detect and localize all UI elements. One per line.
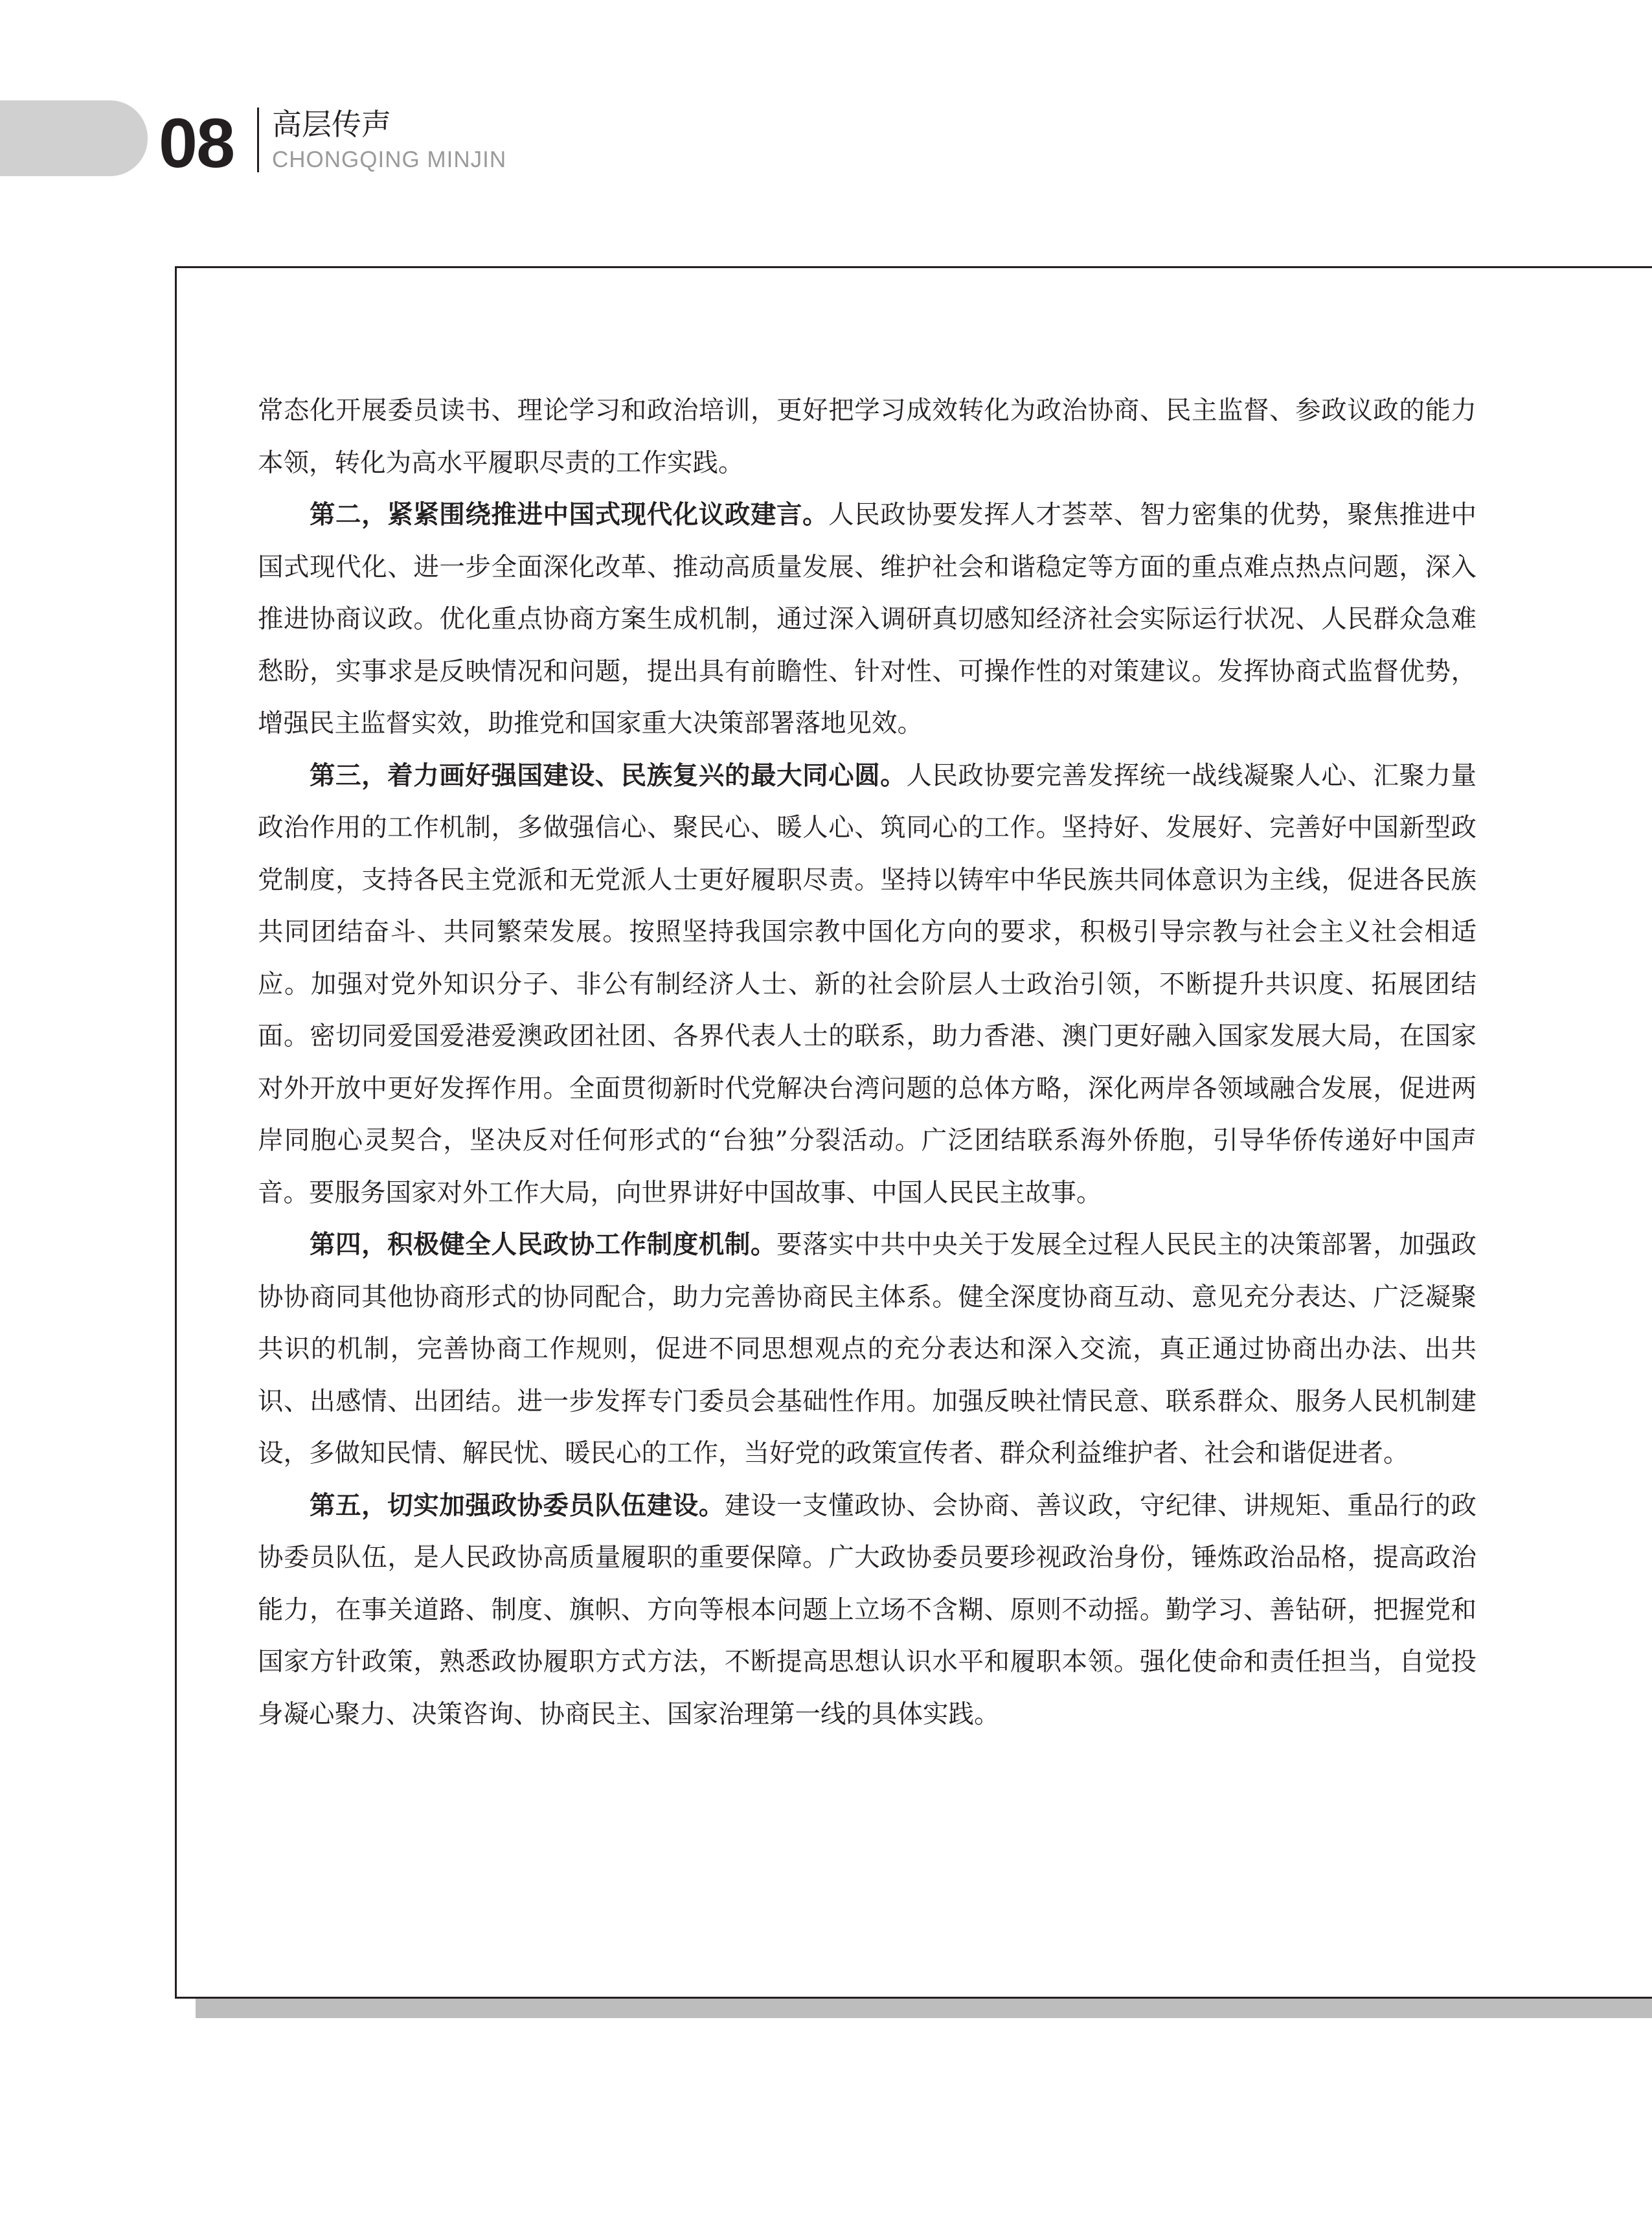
section-title: 高层传声 (272, 107, 391, 142)
paragraph-lead: 第五，切实加强政协委员队伍建设。 (310, 1490, 725, 1521)
paragraph-text: 要落实中共中央关于发展全过程人民民主的决策部署，加强政协协商同其他协商形式的协同配合，助力完善协商民主体系。健全深度协商互动、意见充分表达、广泛凝聚共识的机制，完善协商工作规则，促进不同思想观点的充分表达和深入交流，真正通过协商出办法、出共识、出感情、出团结。进一步发挥专门委员会基础性作用。加强反映社情民意、联系群众、服务人民机制建设，多做知民情、解民忧、暖民心的工作，当好党的政策宣传者、群众利益维护者、社会和谐促进者。 (258, 1230, 1477, 1468)
paragraph-text: 人民政协要发挥人才荟萃、智力密集的优势，聚焦推进中国式现代化、进一步全面深化改革、推动高质量发展、维护社会和谐稳定等方面的重点难点热点问题，深入推进协商议政。优化重点协商方案生成机制，通过深入调研真切感知经济社会实际运行状况、人民群众急难愁盼，实事求是反映情况和问题，提出具有前瞻性、针对性、可操作性的对策建议。发挥协商式监督优势，增强民主监督实效，助推党和国家重大决策部署落地见效。 (258, 500, 1477, 738)
paragraph-5 (258, 1480, 1477, 1741)
header-tab (0, 100, 148, 176)
paragraph-text: 常态化开展委员读书、理论学习和政治培训，更好把学习成效转化为政治协商、民主监督、参政议政的能力本领，转化为高水平履职尽责的工作实践。 (258, 396, 1477, 478)
paragraph-lead: 第四，积极健全人民政协工作制度机制。 (310, 1230, 777, 1260)
header-divider (257, 108, 259, 172)
page-number: 08 (159, 104, 234, 182)
paragraph-lead: 第三，着力画好强国建设、民族复兴的最大同心圆。 (310, 760, 907, 791)
article-body (258, 385, 1477, 1740)
paragraph-1 (258, 385, 1477, 489)
paragraph-text: 建设一支懂政协、会协商、善议政，守纪律、讲规矩、重品行的政协委员队伍，是人民政协高质量履职的重要保障。广大政协委员要珍视政治身份，锤炼政治品格，提高政治能力，在事关道路、制度、旗帜、方向等根本问题上立场不含糊、原则不动摇。勤学习、善钻研，把握党和国家方针政策，熟悉政协履职方式方法，不断提高思想认识水平和履职本领。强化使命和责任担当，自觉投身凝心聚力、决策咨询、协商民主、国家治理第一线的具体实践。 (258, 1490, 1477, 1729)
paragraph-text: 人民政协要完善发挥统一战线凝聚人心、汇聚力量政治作用的工作机制，多做强信心、聚民心、暖人心、筑同心的工作。坚持好、发展好、完善好中国新型政党制度，支持各民主党派和无党派人士更好履职尽责。坚持以铸牢中华民族共同体意识为主线，促进各民族共同团结奋斗、共同繁荣发展。按照坚持我国宗教中国化方向的要求，积极引导宗教与社会主义社会相适应。加强对党外知识分子、非公有制经济人士、新的社会阶层人士政治引领，不断提升共识度、拓展团结面。密切同爱国爱港爱澳政团社团、各界代表人士的联系，助力香港、澳门更好融入国家发展大局，在国家对外开放中更好发挥作用。全面贯彻新时代党解决台湾问题的总体方略，深化两岸各领域融合发展，促进两岸同胞心灵契合，坚决反对任何形式的“台独”分裂活动。广泛团结联系海外侨胞，引导华侨传递好中国声音。要服务国家对外工作大局，向世界讲好中国故事、中国人民民主故事。 (258, 760, 1477, 1208)
frame-shadow (196, 1999, 1652, 2018)
paragraph-4 (258, 1219, 1477, 1480)
magazine-name: CHONGQING MINJIN (272, 147, 507, 172)
paragraph-lead: 第二，紧紧围绕推进中国式现代化议政建言。 (310, 500, 829, 530)
paragraph-3 (258, 750, 1477, 1220)
paragraph-2 (258, 489, 1477, 750)
